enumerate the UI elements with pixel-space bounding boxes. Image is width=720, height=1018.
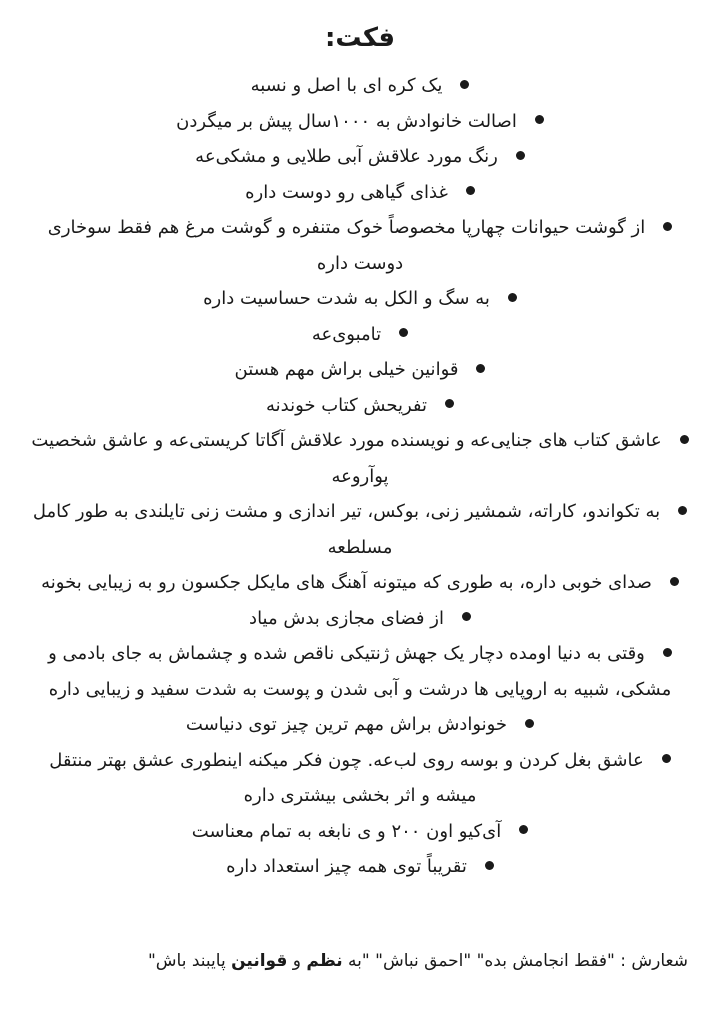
bullet-icon: [466, 186, 475, 195]
list-item: [30, 352, 690, 388]
list-item: [30, 68, 690, 104]
page-title: فکت:: [324, 23, 396, 53]
slogan-bold-rules: قوانین: [231, 951, 288, 971]
list-item: [30, 281, 690, 317]
fact-text: عاشق بغل کردن و بوسه روی لب‌عه. چون فکر میکنه اینطوری عشق بهتر منتقل میشه و اثر بخشی بیشتری داره: [49, 749, 644, 806]
fact-text: صدای خوبی داره، به طوری که میتونه آهنگ های مایکل جکسون رو به زیبایی بخونه: [41, 572, 652, 593]
slogan-middle: و: [287, 951, 307, 971]
fact-text: از گوشت حیوانات چهارپا مخصوصاً خوک متنفره و گوشت مرغ هم فقط سوخاری دوست داره: [47, 217, 646, 274]
list-item: [30, 743, 690, 814]
list-item: [30, 565, 690, 601]
bullet-icon: [519, 825, 528, 834]
list-item: [30, 601, 690, 637]
fact-text: غذای گیاهی رو دوست داره: [245, 181, 448, 203]
bullet-icon: [462, 612, 471, 621]
list-item: [30, 175, 690, 211]
bullet-icon: [680, 435, 689, 444]
fact-text: خونوادش براش مهم ترین چیز توی دنیاست: [185, 714, 508, 735]
list-item: [30, 104, 690, 140]
list-item: [30, 849, 690, 885]
fact-text: یک کره ای با اصل و نسبه: [250, 75, 443, 96]
fact-text: به تکواندو، کاراته، شمشیر زنی، بوکس، تیر اندازی و مشت زنی تایلندی به طور کامل مسلطعه: [32, 501, 661, 558]
bullet-icon: [525, 719, 534, 728]
fact-text: تامبوی‌عه: [311, 323, 382, 345]
fact-text: قوانین خیلی براش مهم هستن: [234, 359, 459, 380]
list-item: [30, 139, 690, 175]
bullet-icon: [399, 328, 408, 337]
fact-text: تقریباً توی همه چیز استعداد داره: [226, 856, 467, 877]
slogan-line: [148, 943, 688, 979]
bullet-icon: [508, 293, 517, 302]
bullet-icon: [535, 115, 544, 124]
bullet-icon: [678, 506, 687, 515]
bullet-icon: [663, 222, 672, 231]
slogan-bold-order: نظم: [306, 951, 343, 971]
facts-list: [30, 68, 690, 885]
bullet-icon: [670, 577, 679, 586]
bullet-icon: [663, 648, 672, 657]
bullet-icon: [460, 80, 469, 89]
fact-text: عاشق کتاب های جنایی‌عه و نویسنده مورد علاقش آگاتا کریستی‌عه و عاشق شخصیت پوآروعه: [31, 430, 662, 487]
slogan-prefix: شعارش : "فقط انجامش بده" "احمق نباش" "به: [342, 951, 688, 971]
bullet-icon: [476, 364, 485, 373]
slogan-suffix: پایبند باش": [147, 951, 232, 971]
list-item: [30, 707, 690, 743]
fact-text: از فضای مجازی بدش میاد: [249, 607, 444, 629]
list-item: [30, 423, 690, 494]
fact-text: وقتی به دنیا اومده دچار یک جهش ژنتیکی ناقص شده و چشماش به جای بادمی و مشکی، شبیه به اروپایی ها درشت و آبی شدن و پوست به شدت سفید و زیبایی داره: [48, 643, 672, 700]
list-item: [30, 814, 690, 850]
fact-text: آی‌کیو اون ۲۰۰ و ی نابغه به تمام معناست: [191, 820, 502, 842]
list-item: [30, 494, 690, 565]
bullet-icon: [445, 399, 454, 408]
bullet-icon: [485, 861, 494, 870]
fact-text: رنگ مورد علاقش آبی طلایی و مشکی‌عه: [195, 146, 498, 167]
list-item: [30, 317, 690, 353]
bullet-icon: [516, 151, 525, 160]
list-item: [30, 210, 690, 281]
fact-text: تفریحش کتاب خوندنه: [265, 394, 428, 416]
list-item: [30, 388, 690, 424]
list-item: [30, 636, 690, 707]
fact-text: به سگ و الکل به شدت حساسیت داره: [203, 288, 490, 309]
fact-text: اصالت خانوادش به ۱۰۰۰سال پیش بر میگردن: [176, 110, 517, 132]
bullet-icon: [662, 754, 671, 763]
